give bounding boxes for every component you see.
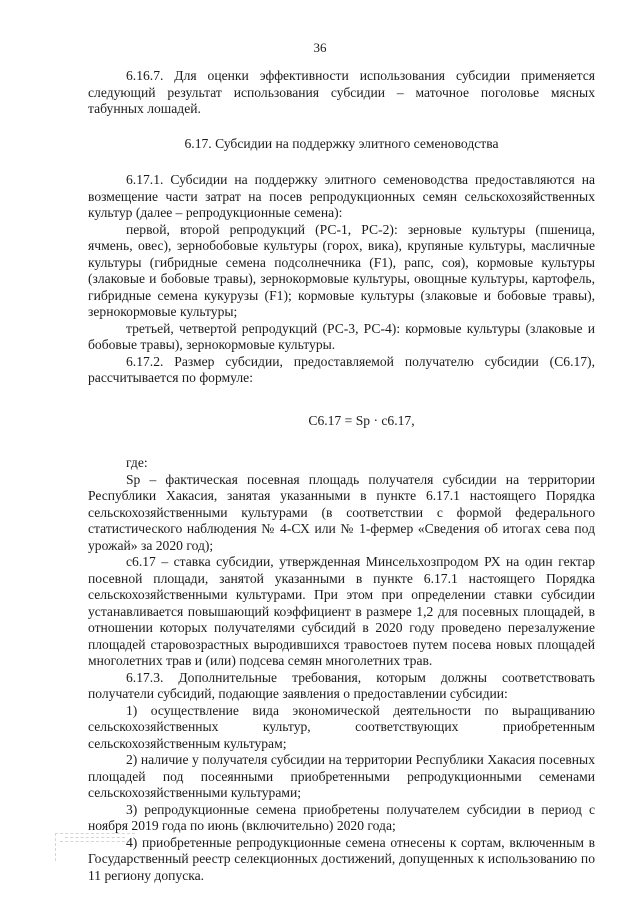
where-label: где: <box>126 455 148 470</box>
paragraph-6-17-3: 6.17.3. Дополнительные требования, которым должны соответствовать получатели субсидий, подающие заявления о предоставлении субсидии: <box>88 669 595 701</box>
page-number: 36 <box>313 40 327 55</box>
paragraph-6-17-2: 6.17.2. Размер субсидии, предоставляемой получателю субсидии (С6.17), рассчитывается по формуле: <box>88 353 595 385</box>
subsidy-formula: С6.17 = Sp · c6.17, <box>308 412 415 428</box>
paragraph-c-definition: с6.17 – ставка субсидии, утвержденная Минсельхозпродом РХ на один гектар посевной площади, занятой указанными в пункте 6.17.1 настоящего Порядка сельскохозяйственными культурами. При этом при определении ставки субсидии устанавливается повышающий коэффициент в размере 1,2 для посевных площадей, в отношении которых получателями субсидий в 2020 году проведено перезалужение площадей старовозрастных выродившихся травостоев путем посева новых площадей многолетних трав и (или) подсева семян многолетних трав. <box>88 554 595 668</box>
paragraph-6-17-1: 6.17.1. Субсидии на поддержку элитного семеноводства предоставляются на возмещение части затрат на посев репродукционных семян сельскохозяйственных культур (далее – репродукционные семена): <box>88 172 595 220</box>
requirement-4: 4) приобретенные репродукционные семена отнесены к сортам, включенным в Государственный реестр селекционных достижений, допущенных к использованию по 11 региону допуска. <box>88 834 595 883</box>
paragraph-first-second-reproduction: первой, второй репродукций (РС-1, РС-2): зерновые культуры (пшеница, ячмень, овес), зернобобовые культуры (горох, вика), крупяные культуры, масличные культуры (гибридные семена подсолнечника (F1), рапс, соя), кормовые культуры (злаковые и бобовые травы), зернокормовые культуры, овощные культуры, картофель, гибридные семена кукурузы (F1); кормовые культуры (злаковые и бобовые травы), зернокормовые культуры; <box>88 221 595 319</box>
requirement-1: 1) осуществление вида экономической деятельности по выращиванию сельскохозяйственных культур, соответствующих приобретенным сельскохозяйственным культурам; <box>88 702 595 751</box>
paragraph-third-fourth-reproduction: третьей, четвертой репродукций (РС-3, РС-4): кормовые культуры (злаковые и бобовые травы), зернокормовые культуры. <box>88 320 595 352</box>
paragraph-sp-definition: Sp – фактическая посевная площадь получателя субсидии на территории Республики Хакасия, занятая указанными в пункте 6.17.1 настоящего Порядка сельскохозяйственными культурами (в соответствии с формой федерального статистического наблюдения № 4-СХ или № 1-фермер «Сведения об итогах сева под урожай» за 2020 год); <box>88 471 595 553</box>
paragraph-6-16-7: 6.16.7. Для оценки эффективности использования субсидии применяется следующий результат использования субсидии – маточное поголовье мясных табунных лошадей. <box>88 68 595 116</box>
faded-stamp-mark <box>55 833 145 873</box>
requirement-3: 3) репродукционные семена приобретены получателем субсидии в период с ноября 2019 года по июнь (включительно) 2020 года; <box>88 801 595 833</box>
document-body <box>88 68 595 884</box>
requirement-2: 2) наличие у получателя субсидии на территории Республики Хакасия посевных площадей под посеянными приобретенными репродукционными семенами сельскохозяйственными культурами; <box>88 752 595 800</box>
section-heading-6-17: 6.17. Субсидии на поддержку элитного семеноводства <box>184 135 499 151</box>
